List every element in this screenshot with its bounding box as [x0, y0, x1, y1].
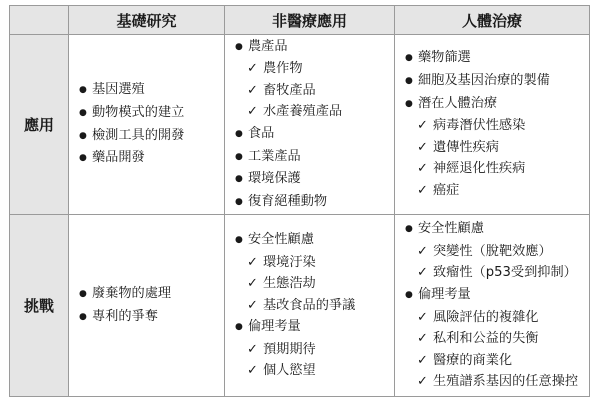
cell-application-basic: [69, 35, 225, 215]
check-item: ✓ 農作物: [235, 58, 394, 80]
check-item: ✓ 遺傳性疾病: [405, 137, 589, 159]
header-non-medical: 非醫療應用: [225, 6, 395, 35]
bullet-item: ● 藥物篩選: [405, 47, 589, 70]
check-item: ✓ 醫療的商業化: [405, 350, 589, 372]
crispr-application-table: [9, 5, 590, 397]
check-item: ✓ 環境汙染: [235, 252, 394, 274]
bullet-item: ● 倫理考量: [405, 284, 589, 307]
header-human-therapy: 人體治療: [395, 6, 590, 35]
bullet-item: ● 環境保護: [235, 168, 394, 191]
check-item: ✓ 風險評估的複雜化: [405, 307, 589, 329]
check-item: ✓ 畜牧產品: [235, 80, 394, 102]
bullet-item: ● 安全性顧慮: [235, 229, 394, 252]
bullet-item: ● 專利的爭奪: [79, 306, 224, 329]
bullet-item: ● 農產品: [235, 36, 394, 59]
check-item: ✓ 生態浩劫: [235, 273, 394, 295]
table-row: [10, 215, 590, 397]
table-row: [10, 35, 590, 215]
cell-challenge-basic: [69, 215, 225, 397]
check-item: ✓ 致瘤性（p53受到抑制）: [405, 262, 589, 284]
check-item: ✓ 神經退化性疾病: [405, 158, 589, 180]
row-label-application: 應用: [10, 35, 69, 215]
check-item: ✓ 突變性（脫靶效應）: [405, 241, 589, 263]
cell-application-nonmed: [225, 35, 395, 215]
bullet-item: ● 藥品開發: [79, 147, 224, 170]
bullet-item: ● 安全性顧慮: [405, 218, 589, 241]
check-item: ✓ 基改食品的爭議: [235, 295, 394, 317]
bullet-item: ● 動物模式的建立: [79, 102, 224, 125]
row-label-challenge: 挑戰: [10, 215, 69, 397]
corner-header: [10, 6, 69, 35]
check-item: ✓ 預期期待: [235, 339, 394, 361]
bullet-item: ● 倫理考量: [235, 316, 394, 339]
bullet-item: ● 潛在人體治療: [405, 93, 589, 116]
bullet-item: ● 檢測工具的開發: [79, 125, 224, 148]
bullet-item: ● 細胞及基因治療的製備: [405, 70, 589, 93]
check-item: ✓ 水產養殖產品: [235, 101, 394, 123]
header-row: [10, 6, 590, 35]
bullet-item: ● 食品: [235, 123, 394, 146]
bullet-item: ● 工業產品: [235, 146, 394, 169]
header-basic-research: 基礎研究: [69, 6, 225, 35]
cell-challenge-human: [395, 215, 590, 397]
cell-application-human: [395, 35, 590, 215]
check-item: ✓ 個人慾望: [235, 360, 394, 382]
cell-challenge-nonmed: [225, 215, 395, 397]
bullet-item: ● 基因選殖: [79, 79, 224, 102]
check-item: ✓ 癌症: [405, 180, 589, 202]
check-item: ✓ 生殖譜系基因的任意操控: [405, 371, 589, 393]
bullet-item: ● 復育絕種動物: [235, 191, 394, 214]
check-item: ✓ 病毒潛伏性感染: [405, 115, 589, 137]
bullet-item: ● 廢棄物的處理: [79, 283, 224, 306]
check-item: ✓ 私利和公益的失衡: [405, 328, 589, 350]
